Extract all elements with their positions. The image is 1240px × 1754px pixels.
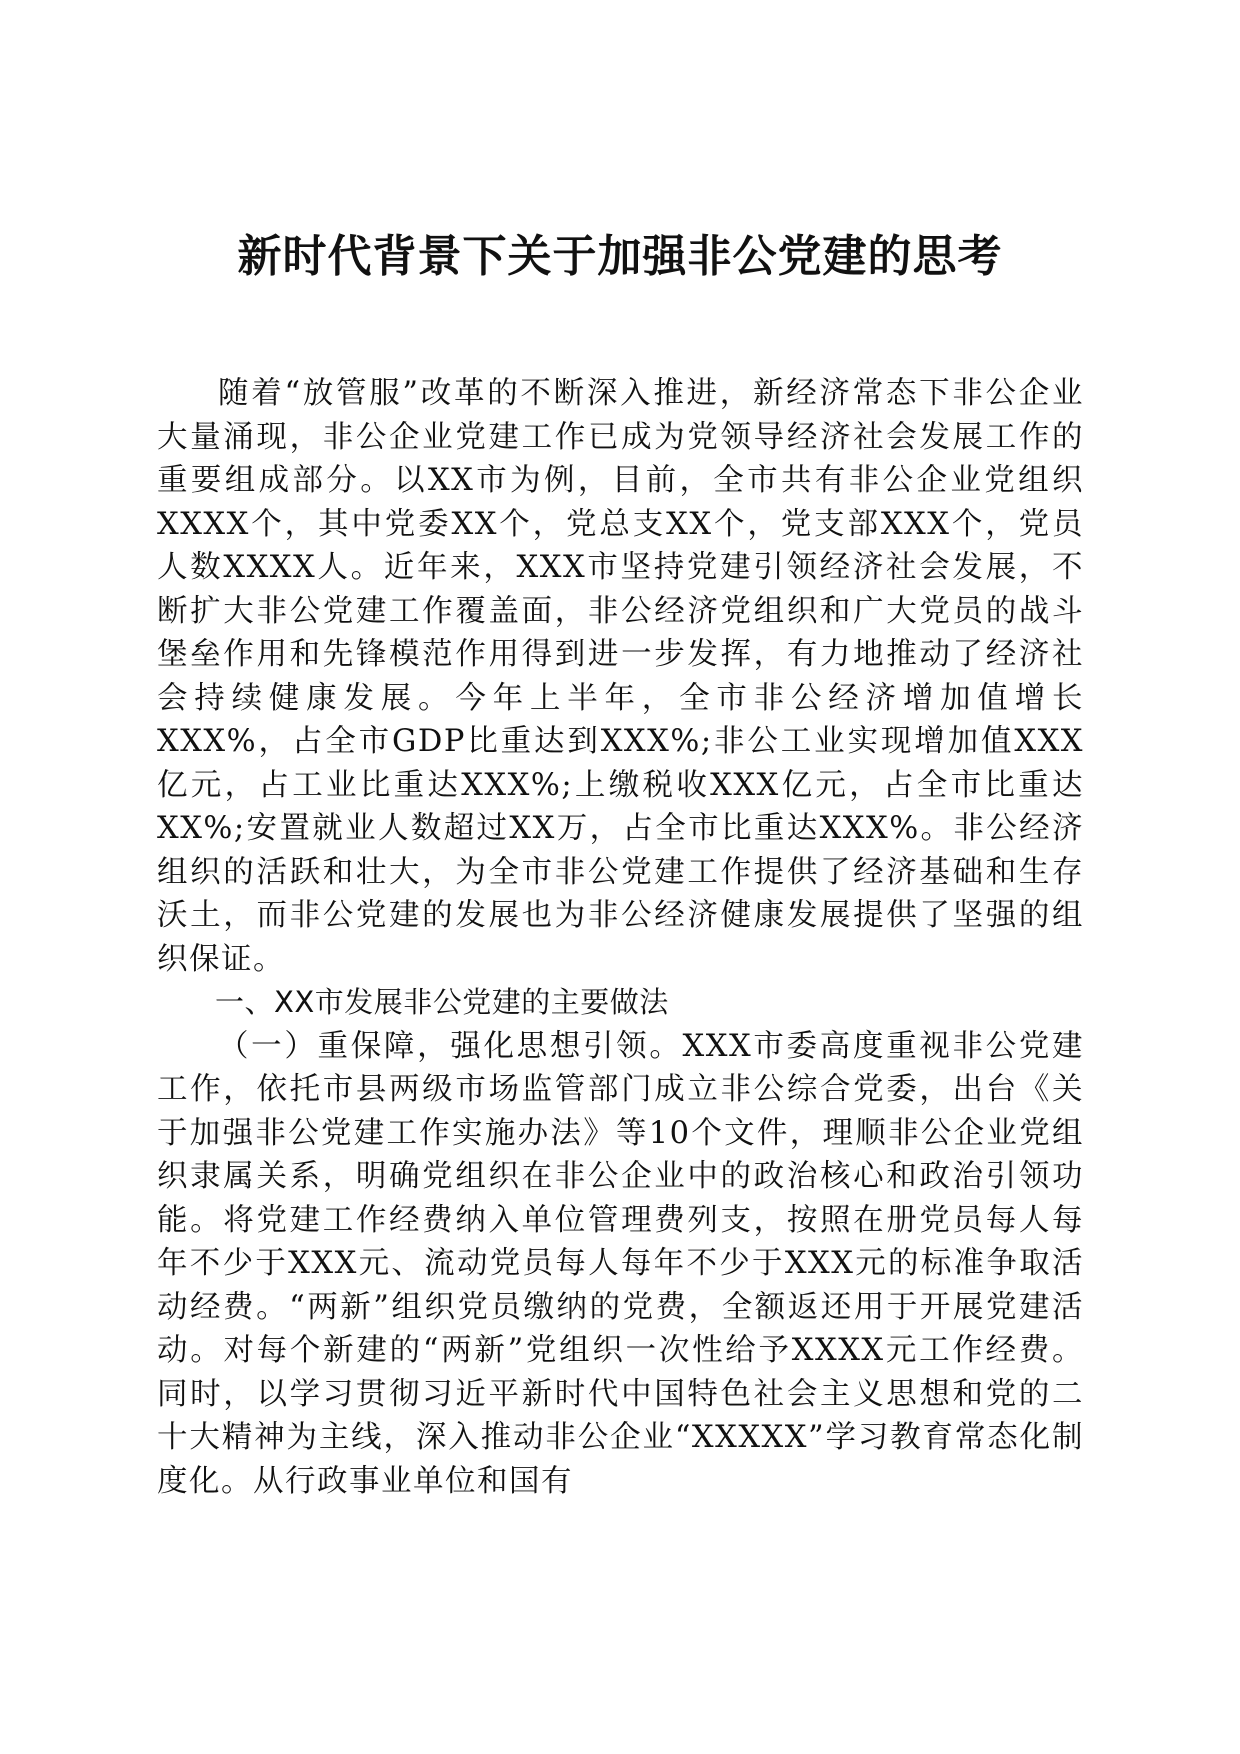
document-title: 新时代背景下关于加强非公党建的思考 [237, 231, 1003, 282]
section-paragraph: （一）重保障，强化思想引领。XXX市委高度重视非公党建工作，依托市县两级市场监管部门成立非公综合党委，出台《关于加强非公党建工作实施办法》等10个文件，理顺非公企业党组织隶属关系，明确党组织在非公企业中的政治核心和政治引领功能。将党建工作经费纳入单位管理费列支，按照在册党员每人每年不少于XXX元、流动党员每人每年不少于XXX元的标准争取活动经费。“两新”组织党员缴纳的党费，全额返还用于开展党建活动。对每个新建的“两新”党组织一次性给予XXXX元工作经费。同时，以学习贯彻习近平新时代中国特色社会主义思想和党的二十大精神为主线，深入推动非公企业“XXXXX”学习教育常态化制度化。从行政事业单位和国有 [157, 1028, 1084, 1499]
section-heading: 一、XX市发展非公党建的主要做法 [215, 985, 669, 1019]
intro-paragraph: 随着“放管服”改革的不断深入推进，新经济常态下非公企业大量涌现，非公企业党建工作已成为党领导经济社会发展工作的重要组成部分。以XX市为例，目前，全市共有非公企业党组织XXXX个，其中党委XX个，党总支XX个，党支部XXX个，党员人数XXXX人。近年来，XXX市坚持党建引领经济社会发展，不断扩大非公党建工作覆盖面，非公经济党组织和广大党员的战斗堡垒作用和先锋模范作用得到进一步发挥，有力地推动了经济社会持续健康发展。今年上半年，全市非公经济增加值增长XXX%，占全市GDP比重达到XXX%;非公工业实现增加值XXX亿元，占工业比重达XXX%;上缴税收XXX亿元，占全市比重达XX%;安置就业人数超过XX万，占全市比重达XXX%。非公经济组织的活跃和壮大，为全市非公党建工作提供了经济基础和生存沃土，而非公党建的发展也为非公经济健康发展提供了坚强的组织保证。 [157, 376, 1084, 977]
document-body [157, 372, 1084, 1503]
